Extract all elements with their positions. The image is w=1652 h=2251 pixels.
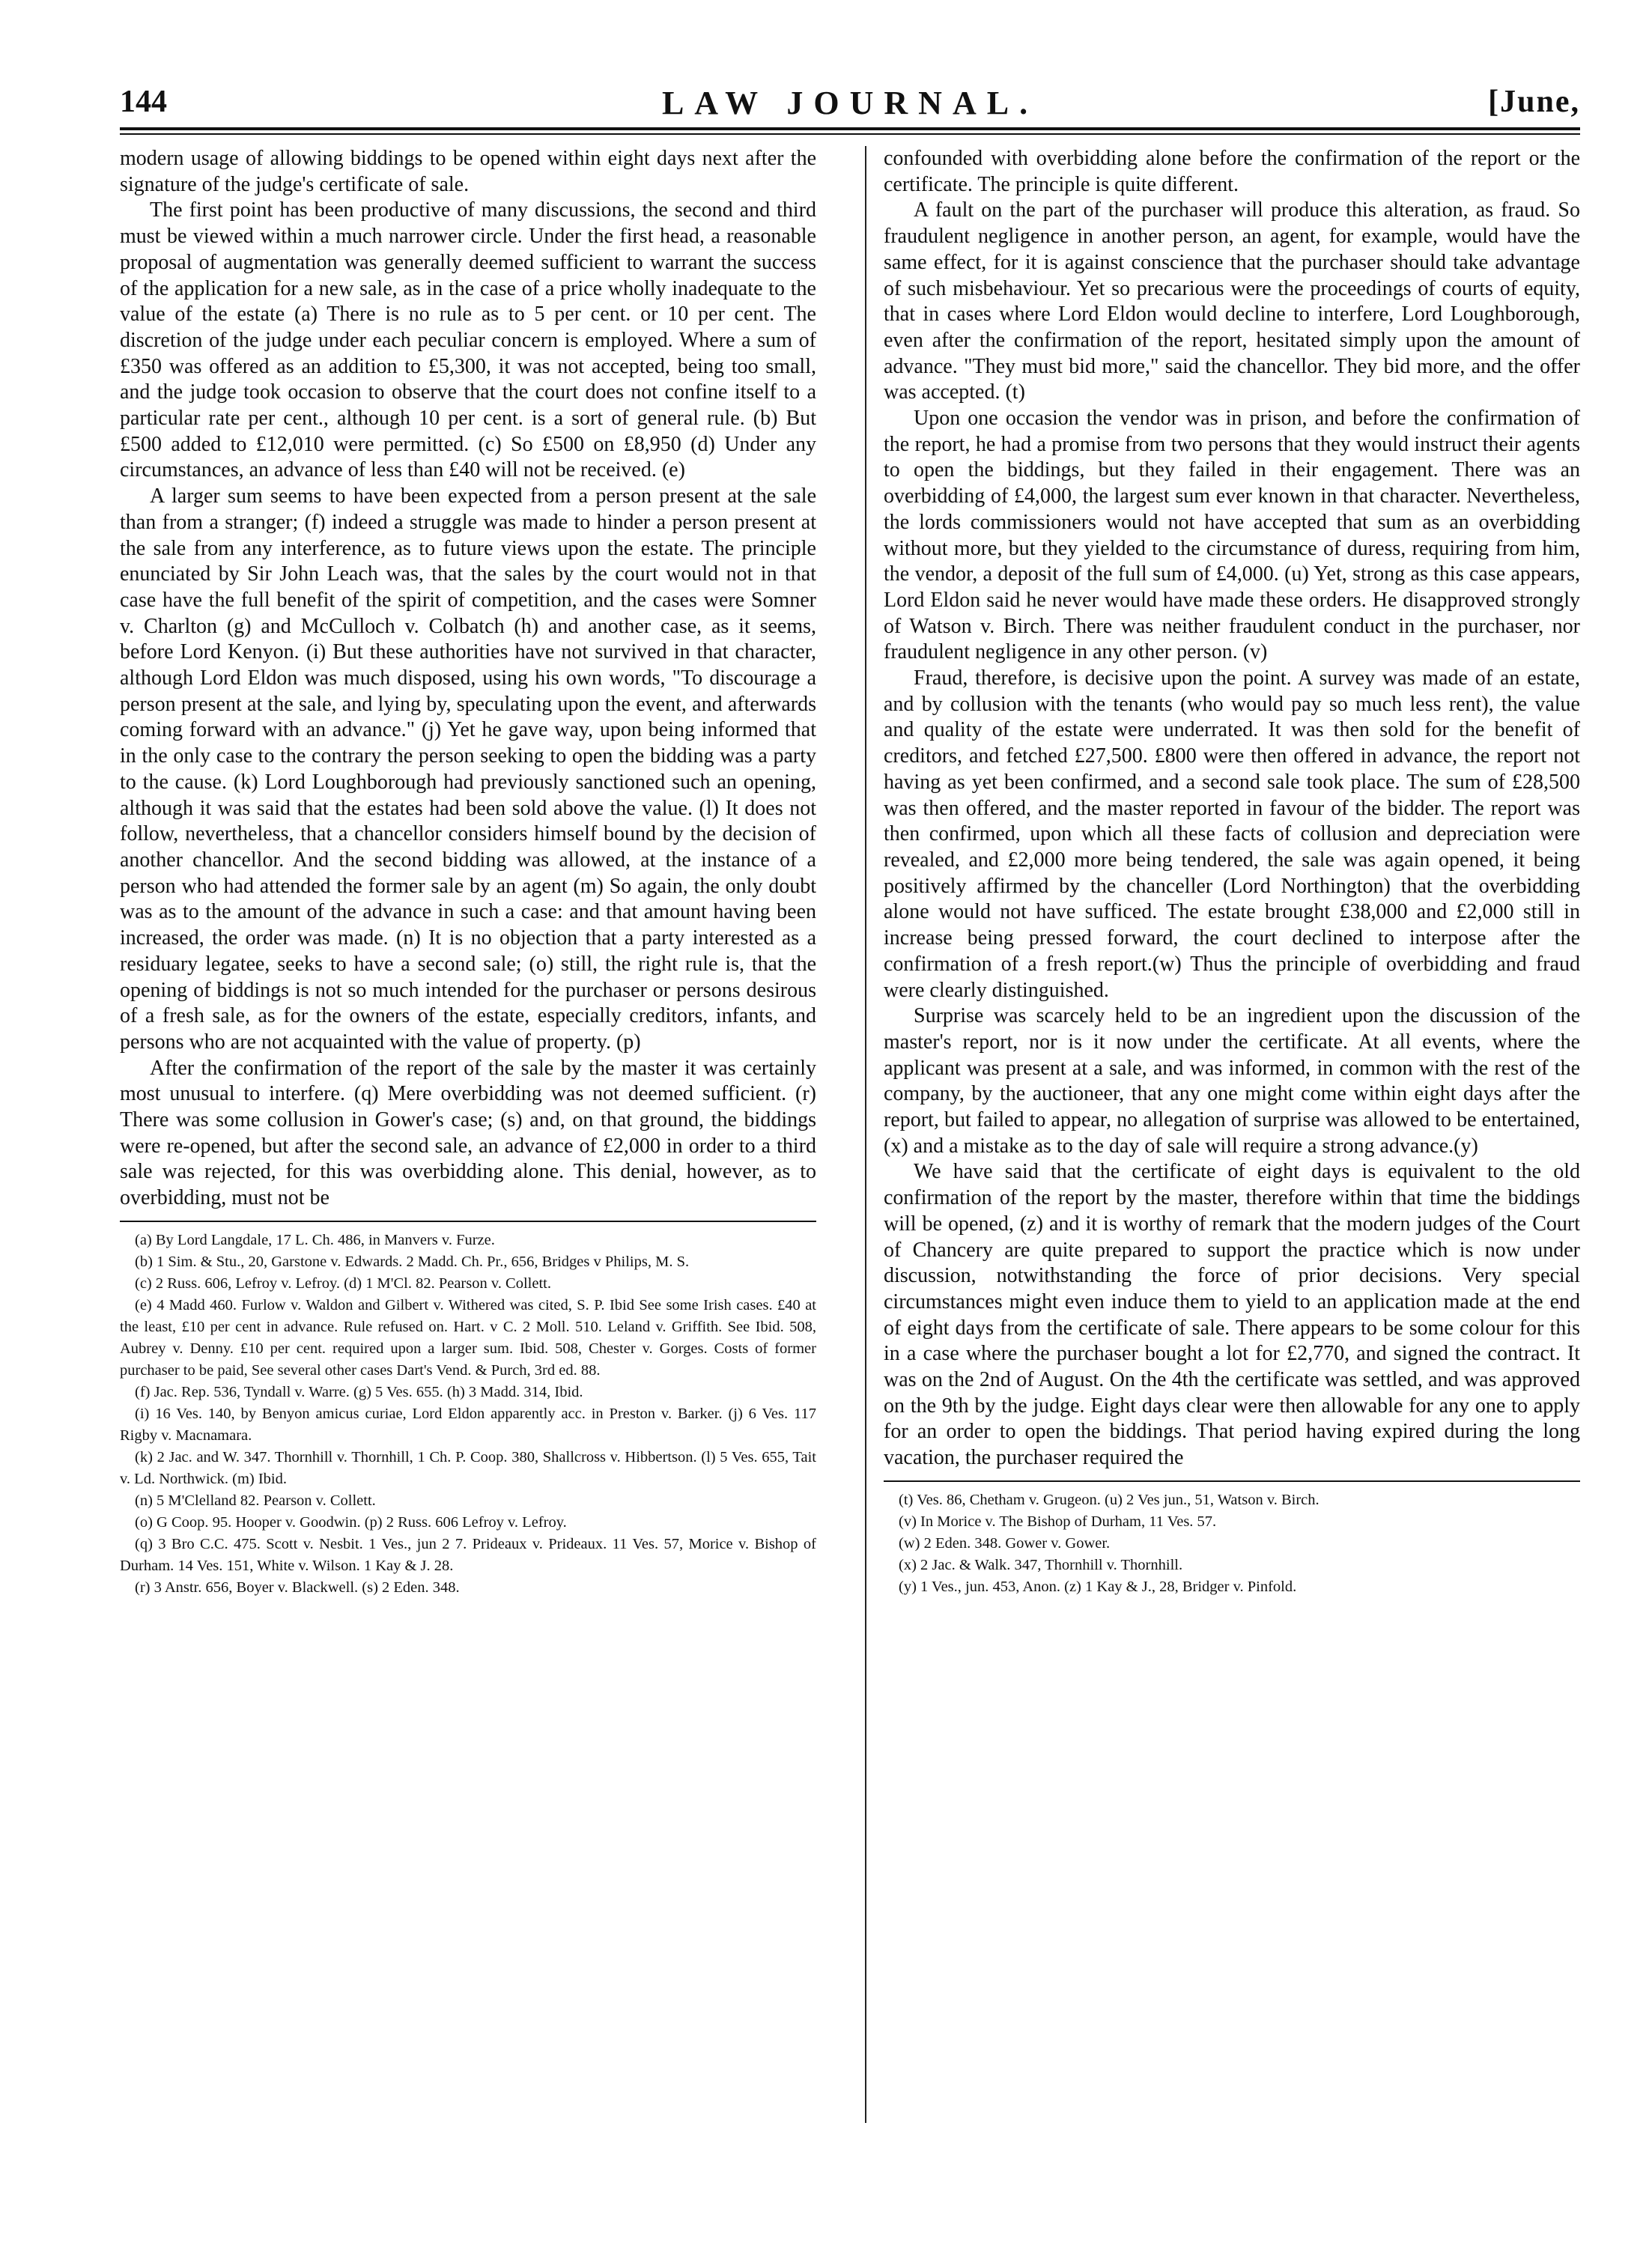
header-rule-thick [120, 127, 1580, 130]
right-footnote-rule [884, 1480, 1580, 1482]
footnote-y-z: (y) 1 Ves., jun. 453, Anon. (z) 1 Kay & J., 28, Bridger v. Pinfold. [899, 1578, 1297, 1595]
left-footnotes [120, 1230, 816, 1599]
right-column [884, 146, 1580, 1598]
right-paragraph-4: Fraud, therefore, is decisive upon the point. A survey was made of an estate, and by collusion with the tenants (who would pay so much less rent), the value and quality of the estate were underrated. It was then sold for the benefit of creditors, and fetched £27,500. £800 were then offered in advance, the report not having as yet been confirmed, and a second sale took place. The sum of £28,500 was then offered, and the master reported in favour of the bidder. The report was then confirmed, upon which all these facts of collusion and depreciation were revealed, and £2,000 more being tendered, the sale was again opened, it being positively affirmed by the chanceller (Lord Northington) that the overbidding alone would not have sufficed. The estate brought £38,000 and £2,000 still in increase being pressed forward, the court declined to interpose after the confirmation of a fresh report.(w) Thus the principle of overbidding and fraud were clearly distinguished. [884, 666, 1580, 1002]
footnote-c-d: (c) 2 Russ. 606, Lefroy v. Lefroy. (d) 1 M'Cl. 82. Pearson v. Collett. [135, 1275, 551, 1292]
column-divider [865, 146, 866, 2123]
right-footnotes [884, 1489, 1580, 1598]
left-paragraph-1: modern usage of allowing biddings to be opened within eight days next after the signature of the judge's certificate of sale. [120, 147, 816, 196]
left-footnote-rule [120, 1221, 816, 1222]
footnote-f-g-h: (f) Jac. Rep. 536, Tyndall v. Warre. (g) 5 Ves. 655. (h) 3 Madd. 314, Ibid. [135, 1383, 583, 1400]
footnote-t-u: (t) Ves. 86, Chetham v. Grugeon. (u) 2 Ves jun., 51, Watson v. Birch. [899, 1491, 1320, 1508]
footnote-x: (x) 2 Jac. & Walk. 347, Thornhill v. Thornhill. [899, 1556, 1183, 1573]
footnote-a: (a) By Lord Langdale, 17 L. Ch. 486, in Manvers v. Furze. [135, 1231, 495, 1248]
right-paragraph-2: A fault on the part of the purchaser will produce this alteration, as fraud. So fraudulent negligence in another person, an agent, for example, would have the same effect, for it is against conscience that the purchaser should take advantage of such misbehaviour. Yet so precarious were the proceedings of courts of equity, that in cases where Lord Eldon would decline to interfere, Lord Loughborough, even after the confirmation of the report, hesitated simply upon the amount of advance. "They must bid more," said the chancellor. They bid more, and the offer was accepted. (t) [884, 198, 1580, 404]
footnote-o-p: (o) G Coop. 95. Hooper v. Goodwin. (p) 2 Russ. 606 Lefroy v. Lefroy. [135, 1513, 567, 1531]
header-rule-thin [120, 133, 1580, 135]
footnote-r-s: (r) 3 Anstr. 656, Boyer v. Blackwell. (s) 2 Eden. 348. [135, 1579, 460, 1596]
running-title: LAW JOURNAL. [661, 85, 1039, 121]
footnote-b: (b) 1 Sim. & Stu., 20, Garstone v. Edwards. 2 Madd. Ch. Pr., 656, Bridges v Philips, M. S. [135, 1253, 690, 1270]
footnote-i-j: (i) 16 Ves. 140, by Benyon amicus curiae, Lord Eldon apparently acc. in Preston v. Barker. (j) 6 Ves. 117 Rigby v. Macnamara. [120, 1405, 816, 1444]
footnote-v: (v) In Morice v. The Bishop of Durham, 11 Ves. 57. [899, 1513, 1217, 1530]
footnote-e: (e) 4 Madd 460. Furlow v. Waldon and Gilbert v. Withered was cited, S. P. Ibid See some Irish cases. £40 at the least, £10 per cent in advance. Rule refused on. Hart. v C. 2 Moll. 510. Leland v. Griffith. See Ibid. 508, Aubrey v. Denny. £10 per cent. required upon a larger sum. Ibid. 508, Chester v. Gorges. Costs of former purchaser to be paid, See several other cases Dart's Vend. & Purch, 3rd ed. 88. [120, 1296, 816, 1379]
left-column [120, 146, 816, 1599]
right-paragraph-5: Surprise was scarcely held to be an ingredient upon the discussion of the master's report, nor is it now under the certificate. At all events, where the applicant was present at a sale, and was informed, in common with the rest of the company, by the auctioneer, that any one might come within eight days after the report, but failed to appear, no allegation of surprise was allowed to be entertained, (x) and a mistake as to the day of sale will require a strong advance.(y) [884, 1004, 1580, 1158]
right-paragraph-6: We have said that the certificate of eight days is equivalent to the old confirmation of the report by the master, therefore within that time the biddings will be opened, (z) and it is worthy of remark that the modern judges of the Court of Chancery are quite prepared to support the practice which is now under discussion, notwithstanding the force of prior decisions. Very special circumstances might even induce them to yield to an application made at the end of eight days from the certificate of sale. There appears to be some colour for this in a case where the purchaser bought a lot for £2,770, and signed the contract. It was on the 2nd of August. On the 4th the certificate was settled, and was approved on the 9th by the judge. Eight days clear were then allowable for any one to apply for an order to open the biddings. That period having expired during the long vacation, the purchaser required the [884, 1160, 1580, 1470]
right-paragraph-1: confounded with overbidding alone before the confirmation of the report or the certificate. The principle is quite different. [884, 147, 1580, 196]
footnote-n: (n) 5 M'Clelland 82. Pearson v. Collett. [135, 1492, 376, 1509]
right-paragraph-3: Upon one occasion the vendor was in prison, and before the confirmation of the report, he had a promise from two persons that they would instruct their agents to open the biddings, but they failed in their engagement. There was an overbidding of £4,000, the largest sum ever known in that character. Nevertheless, the lords commissioners would not have accepted that sum as an overbidding without more, but they yielded to the circumstance of duress, requiring from him, the vendor, a deposit of the full sum of £4,000. (u) Yet, strong as this case appears, Lord Eldon said he never would have made these orders. He disapproved strongly of Watson v. Birch. There was neither fraudulent conduct in the purchaser, nor fraudulent negligence in any other person. (v) [884, 407, 1580, 664]
running-header [120, 84, 1580, 129]
left-paragraph-4: After the confirmation of the report of the sale by the master it was certainly most unusual to interfere. (q) Mere overbidding was not deemed sufficient. (r) There was some collusion in Gower's case; (s) and, on that ground, the biddings were re-opened, but after the second sale, an advance of £2,000 in order to a third sale was rejected, for this was overbidding alone. This denial, however, as to overbidding, must not be [120, 1056, 816, 1210]
page-number: 144 [120, 85, 167, 119]
footnote-q: (q) 3 Bro C.C. 475. Scott v. Nesbit. 1 Ves., jun 2 7. Prideaux v. Prideaux. 11 Ves. 57, Morice v. Bishop of Durham. 14 Ves. 151, White v. Wilson. 1 Kay & J. 28. [120, 1535, 816, 1574]
left-body [120, 146, 816, 1212]
footnote-w: (w) 2 Eden. 348. Gower v. Gower. [899, 1534, 1111, 1552]
left-paragraph-3: A larger sum seems to have been expected from a person present at the sale than from a stranger; (f) indeed a struggle was made to hinder a person present at the sale from any interference, as to future views upon the estate. The principle enunciated by Sir John Leach was, that the sales by the court would not in that case have the full benefit of the spirit of competition, and the cases were Somner v. Charlton (g) and McCulloch v. Colbatch (h) and another case, as it seems, before Lord Kenyon. (i) But these authorities have not survived in that character, although Lord Eldon was much disposed, using his own words, "To discourage a person present at the sale, and lying by, speculating upon the event, and afterwards coming forward with an advance." (j) Yet he gave way, upon being informed that in the only case to the contrary the person seeking to open the bidding was a party to the cause. (k) Lord Loughborough had previously sanctioned such an opening, although it was said that the estates had been sold above the value. (l) It does not follow, nevertheless, that a chancellor considers himself bound by the decision of another chancellor. And the second bidding was allowed, at the instance of a person who had attended the former sale by an agent (m) So again, the only doubt was as to the amount of the advance in such a case: and that amount having been increased, the order was made. (n) It is no objection that a party interested as a residuary legatee, seeks to have a second sale; (o) still, the right rule is, that the opening of biddings is not so much intended for the purchaser or persons desirous of a fresh sale, as for the owners of the estate, especially creditors, infants, and persons who are not acquainted with the value of property. (p) [120, 484, 816, 1054]
running-month: [June, [1488, 85, 1580, 119]
left-paragraph-2: The first point has been productive of many discussions, the second and third must be viewed within a much narrower circle. Under the first head, a reasonable proposal of augmentation was generally deemed sufficient to warrant the success of the application for a new sale, as in the case of a price wholly inadequate to the value of the estate (a) There is no rule as to 5 per cent. or 10 per cent. The discretion of the judge under each peculiar concern is employed. Where a sum of £350 was offered as an addition to £5,300, it was not accepted, being too small, and the judge took occasion to observe that the court does not confine itself to a particular rate per cent., although 10 per cent. is a sort of general rule. (b) But £500 added to £12,010 were permitted. (c) So £500 on £8,950 (d) Under any circumstances, an advance of less than £40 will not be received. (e) [120, 198, 816, 482]
footnote-k-l-m: (k) 2 Jac. and W. 347. Thornhill v. Thornhill, 1 Ch. P. Coop. 380, Shallcross v. Hibbertson. (l) 5 Ves. 655, Tait v. Ld. Northwick. (m) Ibid. [120, 1448, 816, 1487]
right-body [884, 146, 1580, 1471]
